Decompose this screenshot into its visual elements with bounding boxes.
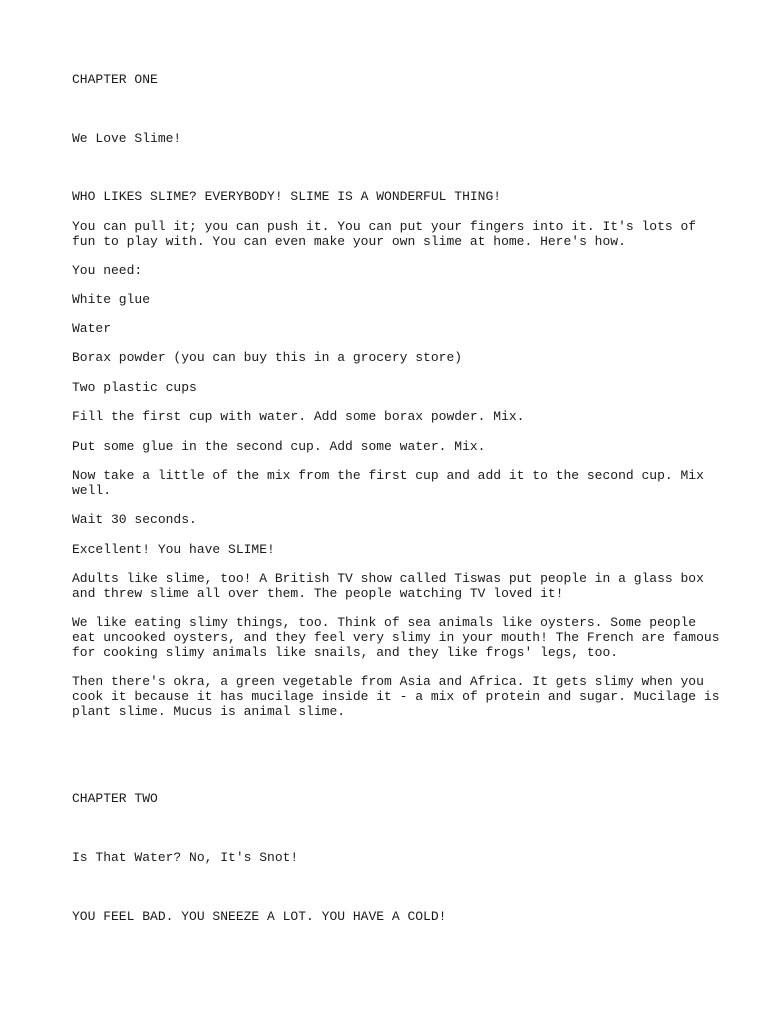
paragraph-adults: Adults like slime, too! A British TV show called Tiswas put people in a glass box and threw slime all over them. The people watching TV loved it! (72, 571, 704, 601)
ingredient-cups: Two plastic cups (72, 380, 197, 395)
paragraph-pull-push: You can pull it; you can push it. You can put your fingers into it. It's lots of fun to play with. You can even make your own slime at home. Here's how. (72, 219, 697, 249)
chapter-two-title: Is That Water? No, It's Snot! (72, 850, 299, 865)
chapter-one-intro: WHO LIKES SLIME? EVERYBODY! SLIME IS A WONDERFUL THING! (72, 189, 502, 204)
chapter-two-intro: YOU FEEL BAD. YOU SNEEZE A LOT. YOU HAVE A COLD! (72, 909, 447, 924)
ingredient-borax: Borax powder (you can buy this in a grocery store) (72, 350, 463, 365)
chapter-one-title: We Love Slime! (72, 131, 182, 146)
you-need-label: You need: (72, 263, 143, 278)
paragraph-okra: Then there's okra, a green vegetable from Asia and Africa. It gets slimy when you cook it because it has mucilage inside it - a mix of protein and sugar. Mucilage is plant slime. Mucus is animal slime. (72, 674, 720, 719)
step-combine: Now take a little of the mix from the first cup and add it to the second cup. Mix well. (72, 468, 704, 498)
step-result: Excellent! You have SLIME! (72, 542, 275, 557)
paragraph-eating: We like eating slimy things, too. Think of sea animals like oysters. Some people eat uncooked oysters, and they feel very slimy in your mouth! The French are famous for cooking slimy animals like snails, and they like frogs' legs, too. (72, 615, 720, 660)
ingredient-water: Water (72, 321, 112, 336)
chapter-two-heading: CHAPTER TWO (72, 791, 158, 806)
step-wait: Wait 30 seconds. (72, 512, 197, 527)
step-second-cup: Put some glue in the second cup. Add some water. Mix. (72, 439, 486, 454)
chapter-one-heading: CHAPTER ONE (72, 72, 158, 87)
ingredient-white-glue: White glue (72, 292, 151, 307)
step-first-cup: Fill the first cup with water. Add some borax powder. Mix. (72, 409, 525, 424)
